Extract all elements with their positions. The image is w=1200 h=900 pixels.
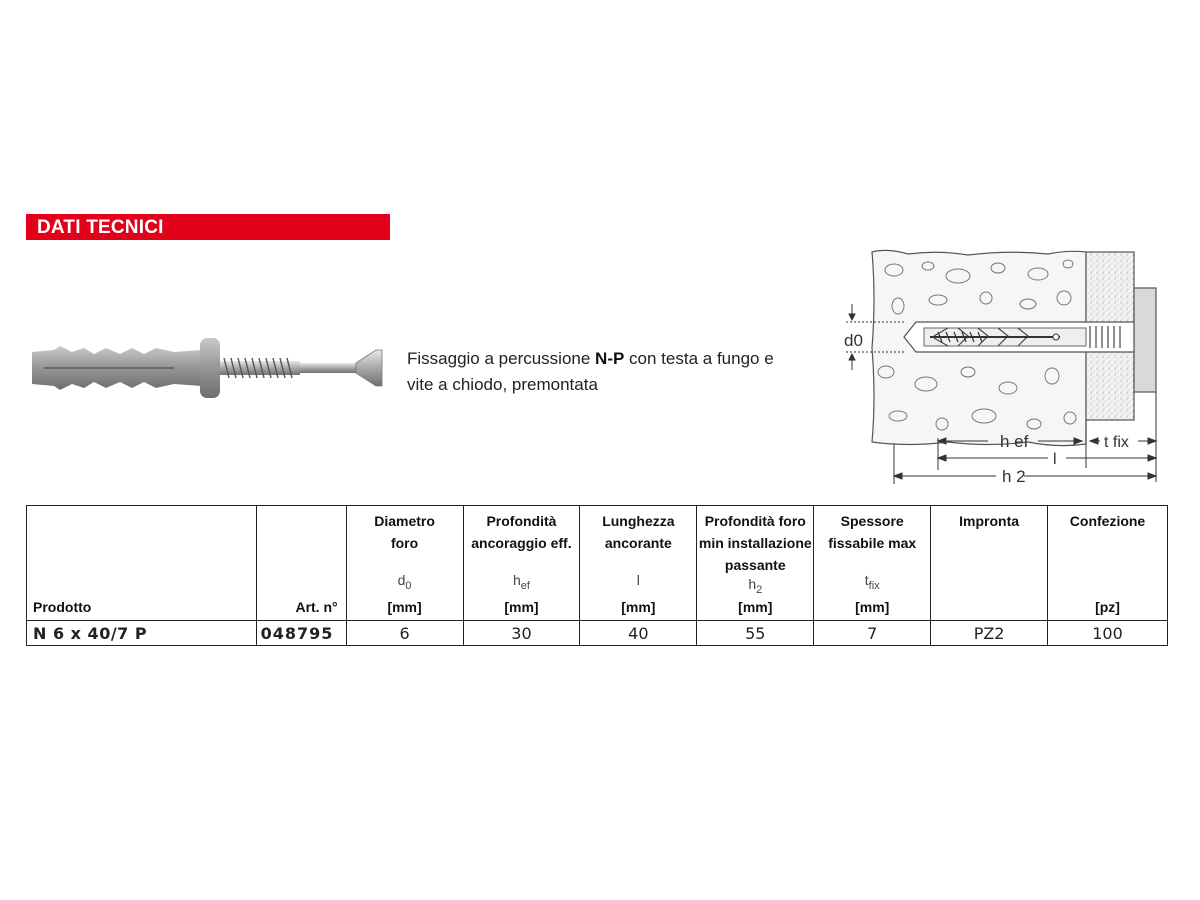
symbol-h2: $h_2$	[748, 576, 763, 596]
description-prefix: Fissaggio a percussione	[407, 349, 596, 368]
header-thickness	[814, 506, 931, 621]
header-depth	[463, 506, 580, 621]
header-depth-line1: Profondità	[486, 513, 557, 529]
header-diameter-line1: Diametro	[374, 513, 435, 529]
header-length	[580, 506, 697, 621]
header-article-label: Art. n°	[295, 599, 338, 615]
header-length-unit: [mm]	[621, 599, 656, 615]
header-diameter	[346, 506, 463, 621]
diagram-label-d0: d0	[844, 331, 863, 350]
header-depth-unit: [mm]	[504, 599, 539, 615]
product-description	[407, 346, 787, 398]
description-product-code: N-P	[595, 349, 625, 368]
cell-thickness: 7	[814, 621, 931, 646]
header-thickness-line2: fissabile max	[828, 535, 917, 551]
product-image	[24, 328, 388, 408]
cell-product: N 6 x 40/7 P	[27, 621, 257, 646]
header-diameter-unit: [mm]	[387, 599, 422, 615]
header-drive-label: Impronta	[959, 513, 1020, 529]
header-length-line1: Lunghezza	[602, 513, 675, 529]
header-thickness-unit: [mm]	[855, 599, 890, 615]
header-length-line2: ancorante	[604, 535, 672, 551]
header-product	[27, 506, 257, 621]
section-banner	[26, 214, 390, 240]
header-depth-line2: ancoraggio eff.	[471, 535, 572, 551]
header-hole-depth-line2: min installazione	[698, 535, 812, 551]
header-drive	[931, 506, 1048, 621]
description-suffix: con testa a fungo e vite a chiodo, premontata	[407, 349, 774, 394]
cell-pack: 100	[1048, 621, 1168, 646]
header-hole-depth-line3: passante	[724, 557, 786, 573]
header-hole-depth-line1: Profondità foro	[704, 513, 806, 529]
installation-diagram	[838, 248, 1172, 488]
header-pack-label: Confezione	[1069, 513, 1146, 529]
diagram-label-hef: h ef	[1000, 432, 1029, 451]
cell-hole-depth: 55	[697, 621, 814, 646]
symbol-hef: $h_{ef}$	[512, 572, 530, 592]
header-pack	[1048, 506, 1168, 621]
cell-depth: 30	[463, 621, 580, 646]
cell-length: 40	[580, 621, 697, 646]
header-product-label: Prodotto	[33, 599, 92, 615]
technical-data-table	[26, 505, 1168, 646]
symbol-tfix: $t_{fix}$	[864, 572, 880, 592]
header-hole-depth	[697, 506, 814, 621]
header-thickness-line1: Spessore	[840, 513, 904, 529]
symbol-d0: $d_0$	[397, 572, 412, 592]
table-header-row	[27, 506, 1168, 621]
cell-drive: PZ2	[931, 621, 1048, 646]
section-title: DATI TECNICI	[37, 217, 164, 238]
diagram-label-h2: h 2	[1002, 467, 1026, 486]
cell-article: 048795	[256, 621, 346, 646]
diagram-label-l: l	[1053, 451, 1057, 468]
cell-diameter: 6	[346, 621, 463, 646]
header-article	[256, 506, 346, 621]
header-pack-unit: [pz]	[1095, 599, 1120, 615]
header-hole-depth-unit: [mm]	[738, 599, 773, 615]
symbol-l: l	[636, 572, 640, 588]
table-row	[27, 621, 1168, 646]
diagram-label-tfix: t fix	[1104, 434, 1129, 451]
header-diameter-line2: foro	[390, 535, 419, 551]
